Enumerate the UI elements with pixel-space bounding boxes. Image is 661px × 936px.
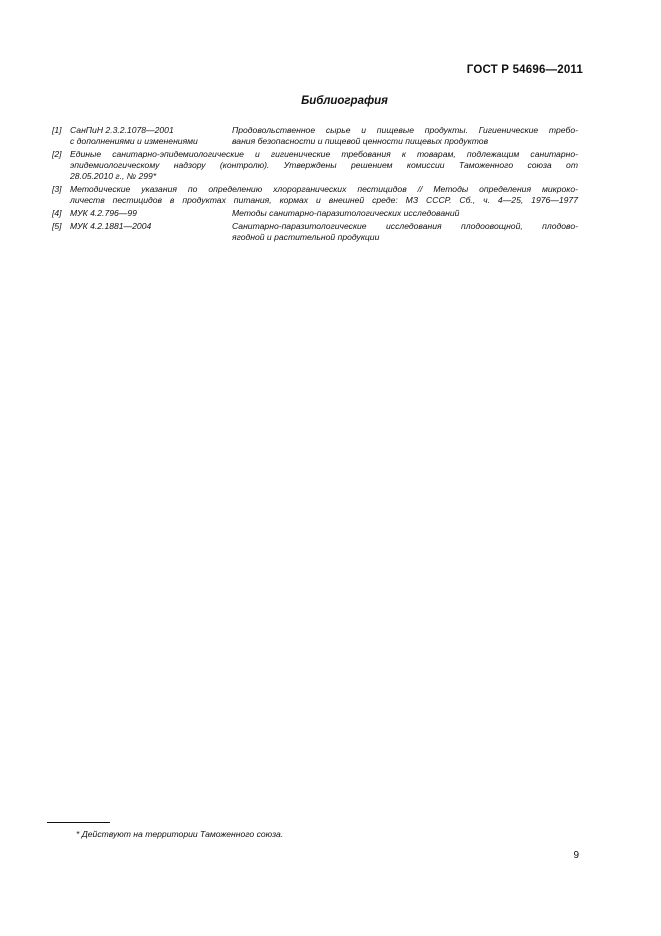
footnote-divider bbox=[47, 822, 110, 823]
entry-description-line: Методы санитарно-паразитологических исследований bbox=[232, 208, 460, 218]
entry-description bbox=[232, 125, 578, 147]
entry-source-line: МУК 4.2.1881—2004 bbox=[70, 221, 152, 231]
entry-source bbox=[70, 125, 198, 147]
bibliography-list bbox=[52, 125, 578, 245]
entry-description-line: вания безопасности и пищевой ценности пищевых продуктов bbox=[232, 136, 489, 146]
entry-description-line: Продовольственное сырье и пищевые продукты. Гигиенические требо- bbox=[232, 125, 578, 135]
entry-text-line: Методические указания по определению хлорорганических пестицидов // Методы определения микроко- bbox=[70, 184, 578, 194]
entry-source-line: с дополнениями и изменениями bbox=[70, 136, 198, 146]
bibliography-entry-4 bbox=[52, 208, 578, 219]
bibliography-entry-5 bbox=[52, 221, 578, 243]
bibliography-entry-3 bbox=[52, 184, 578, 206]
entry-text bbox=[70, 184, 578, 206]
entry-source-line: СанПиН 2.3.2.1078—2001 bbox=[70, 125, 174, 135]
entry-description bbox=[232, 208, 578, 219]
entry-number: [3] bbox=[52, 184, 62, 194]
bibliography-entry-1 bbox=[52, 125, 578, 147]
entry-description-line: Санитарно-паразитологические исследования плодоовощной, плодово- bbox=[232, 221, 578, 231]
entry-number: [5] bbox=[52, 221, 62, 231]
bibliography-entry-2 bbox=[52, 149, 578, 182]
entry-text-line: Единые санитарно-эпидемиологические и гигиенические требования к товарам, подлежащим санитарно- bbox=[70, 149, 578, 159]
entry-source-line: МУК 4.2.796—99 bbox=[70, 208, 137, 218]
document-code: ГОСТ Р 54696—2011 bbox=[466, 64, 583, 76]
entry-text-line: 28.05.2010 г., № 299* bbox=[70, 171, 157, 181]
entry-text-line: эпидемиологическому надзору (контролю). Утверждены решением комиссии Таможенного союза от bbox=[70, 160, 578, 170]
entry-text-line: личеств пестицидов в продуктах питания, кормах и внешней среде: МЗ СССР. Сб., ч. 4—25, 1976—1977 bbox=[70, 195, 578, 205]
entry-number: [2] bbox=[52, 149, 62, 159]
entry-source bbox=[70, 208, 137, 219]
footnote: * Действуют на территории Таможенного союза. bbox=[76, 829, 284, 839]
entry-number: [4] bbox=[52, 208, 62, 218]
entry-description bbox=[232, 221, 578, 243]
page-number: 9 bbox=[573, 850, 579, 861]
entry-text bbox=[70, 149, 578, 182]
section-title: Библиография bbox=[301, 95, 388, 107]
entry-description-line: ягодной и растительной продукции bbox=[232, 232, 380, 242]
entry-source bbox=[70, 221, 151, 232]
entry-number: [1] bbox=[52, 125, 62, 135]
